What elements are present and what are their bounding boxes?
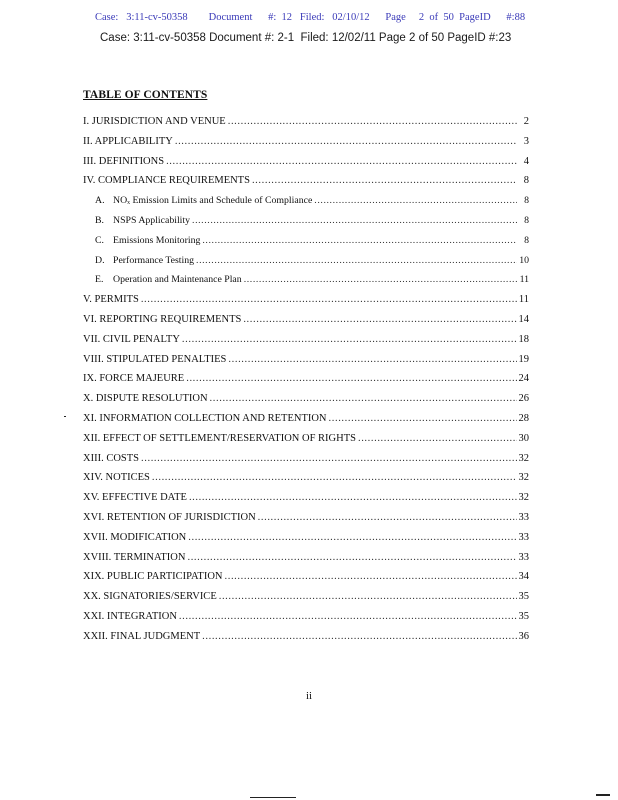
toc-entry-page: 14 <box>518 313 529 325</box>
toc-entry-page: 8 <box>524 214 529 226</box>
toc-entry-page: 35 <box>518 591 529 603</box>
toc-entry <box>83 350 529 370</box>
toc-entry <box>83 587 529 607</box>
toc-dot-leader <box>192 211 517 231</box>
toc-dot-leader <box>202 231 517 251</box>
toc-entry-page: 18 <box>518 333 529 345</box>
toc-entry-page: 33 <box>518 511 529 523</box>
toc-entry-page: 32 <box>518 472 529 484</box>
toc-dot-leader <box>219 587 517 607</box>
toc-entry <box>83 152 529 172</box>
toc-entry-title: VI. REPORTING REQUIREMENTS <box>83 313 242 325</box>
toc-dot-leader <box>182 330 517 350</box>
toc-entry-title: II. APPLICABILITY <box>83 135 173 147</box>
toc-entry-title: XXII. FINAL JUDGMENT <box>83 630 201 642</box>
toc-entry-page: 36 <box>518 630 529 642</box>
toc-dot-leader <box>252 171 517 191</box>
toc-entry-title: IX. FORCE MAJEURE <box>83 373 185 385</box>
toc-entry-letter: E. <box>95 274 104 286</box>
toc-entry <box>83 567 529 587</box>
toc-entry-page: 30 <box>518 432 529 444</box>
toc-list <box>83 112 529 647</box>
toc-entry-page: 11 <box>518 294 529 306</box>
toc-entry <box>83 389 529 409</box>
toc-entry-page: 8 <box>524 234 529 246</box>
toc-entry <box>83 330 529 350</box>
toc-entry-page: 11 <box>519 274 529 286</box>
toc-entry-page: 19 <box>518 353 529 365</box>
toc-entry-page: 35 <box>518 610 529 622</box>
toc-dot-leader <box>188 528 516 548</box>
toc-entry-title: Emissions Monitoring <box>113 234 201 246</box>
toc-entry <box>83 132 529 152</box>
toc-entry-page: 33 <box>518 531 529 543</box>
toc-dot-leader <box>196 251 517 271</box>
toc-entry-page: 4 <box>523 155 529 167</box>
toc-entry-page: 24 <box>518 373 529 385</box>
toc-dot-leader <box>358 429 517 449</box>
toc-heading: TABLE OF CONTENTS <box>83 89 208 101</box>
toc-dot-leader <box>141 449 516 469</box>
toc-entry <box>83 409 529 429</box>
toc-dot-leader <box>243 310 516 330</box>
toc-entry <box>83 290 529 310</box>
toc-subentry <box>83 191 529 211</box>
toc-entry-title: VIII. STIPULATED PENALTIES <box>83 353 227 365</box>
toc-entry-title: XXI. INTEGRATION <box>83 610 177 622</box>
scan-mark <box>250 797 296 798</box>
toc-entry-letter: D. <box>95 254 105 266</box>
toc-dot-leader <box>225 567 517 587</box>
toc-subentry <box>83 231 529 251</box>
toc-entry-title: NSPS Applicability <box>113 214 191 226</box>
toc-entry-title: III. DEFINITIONS <box>83 155 165 167</box>
toc-subentry <box>83 251 529 271</box>
toc-dot-leader <box>175 132 517 152</box>
scan-mark <box>596 794 610 796</box>
toc-dot-leader <box>244 270 517 290</box>
toc-dot-leader <box>166 152 517 172</box>
toc-dot-leader <box>228 112 517 132</box>
toc-entry <box>83 369 529 389</box>
toc-entry-title: V. PERMITS <box>83 294 139 306</box>
toc-entry-title: X. DISPUTE RESOLUTION <box>83 393 208 405</box>
toc-entry-letter: A. <box>95 195 105 207</box>
toc-entry-title: Operation and Maintenance Plan <box>113 274 242 286</box>
toc-dot-leader <box>152 468 517 488</box>
toc-dot-leader <box>202 627 516 647</box>
toc-dot-leader <box>141 290 517 310</box>
toc-entry-letter: B. <box>95 214 104 226</box>
page-number: ii <box>305 690 313 702</box>
toc-entry-title: I. JURISDICTION AND VENUE <box>83 116 226 127</box>
toc-dot-leader <box>187 548 516 568</box>
toc-entry-title: XI. INFORMATION COLLECTION AND RETENTION <box>83 412 327 424</box>
toc-dot-leader <box>258 508 517 528</box>
toc-entry <box>83 548 529 568</box>
toc-entry-title: XIX. PUBLIC PARTICIPATION <box>83 571 223 583</box>
toc-entry-page: 32 <box>518 492 529 504</box>
toc-entry-title: XIV. NOTICES <box>83 472 150 484</box>
toc-dot-leader <box>189 488 517 508</box>
toc-entry-title: XVII. MODIFICATION <box>83 531 187 543</box>
toc-dot-leader <box>210 389 517 409</box>
toc-entry-page: 28 <box>518 412 529 424</box>
toc-entry-title: XVIII. TERMINATION <box>83 551 186 563</box>
toc-entry-title: XX. SIGNATORIES/SERVICE <box>83 591 217 603</box>
toc-entry <box>83 171 529 191</box>
toc-dot-leader <box>329 409 517 429</box>
toc-subentry <box>83 211 529 231</box>
toc-entry <box>83 468 529 488</box>
toc-entry <box>83 627 529 647</box>
toc-entry-page: 8 <box>523 175 529 187</box>
toc-entry-title: Performance Testing <box>113 254 195 266</box>
toc-entry-page: 32 <box>518 452 529 464</box>
toc-entry-title: XVI. RETENTION OF JURISDICTION <box>83 511 256 523</box>
toc-entry-page: 33 <box>518 551 529 563</box>
toc-entry-page: 3 <box>523 135 529 147</box>
toc-dot-leader <box>186 369 516 389</box>
toc-entry <box>83 429 529 449</box>
toc-entry-title: NOₓ Emission Limits and Schedule of Compliance <box>113 195 313 207</box>
toc-entry-letter: C. <box>95 234 104 246</box>
original-filing-stamp: Case: 3:11-cv-50358 Document #: 2-1 Filed: 12/02/11 Page 2 of 50 PageID #:23 <box>100 32 512 44</box>
toc-entry-title: XIII. COSTS <box>83 452 140 464</box>
toc-entry <box>83 528 529 548</box>
toc-entry <box>83 607 529 627</box>
toc-dot-leader <box>179 607 517 627</box>
toc-entry <box>83 508 529 528</box>
toc-entry-page: 34 <box>518 571 529 583</box>
toc-entry-page: 26 <box>518 393 529 405</box>
toc-entry <box>83 488 529 508</box>
toc-entry-title: IV. COMPLIANCE REQUIREMENTS <box>83 175 250 187</box>
filing-stamp: Case: 3:11-cv-50358 Document #: 12 Filed: 02/10/12 Page 2 of 50 PageID #:88 <box>95 12 526 23</box>
toc-entry-title: XV. EFFECTIVE DATE <box>83 492 187 504</box>
toc-entry <box>83 112 529 132</box>
toc-dot-leader <box>314 191 517 211</box>
toc-entry-title: XII. EFFECT OF SETTLEMENT/RESERVATION OF RIGHTS <box>83 432 356 444</box>
toc-entry-page: 10 <box>519 254 529 266</box>
toc-entry-page: 2 <box>523 116 529 127</box>
toc-entry-title: VII. CIVIL PENALTY <box>83 333 180 345</box>
toc-entry-page: 8 <box>524 195 529 207</box>
toc-entry <box>83 310 529 330</box>
toc-dot-leader <box>228 350 516 370</box>
toc-entry <box>83 449 529 469</box>
scan-mark <box>64 416 66 417</box>
toc-subentry <box>83 270 529 290</box>
